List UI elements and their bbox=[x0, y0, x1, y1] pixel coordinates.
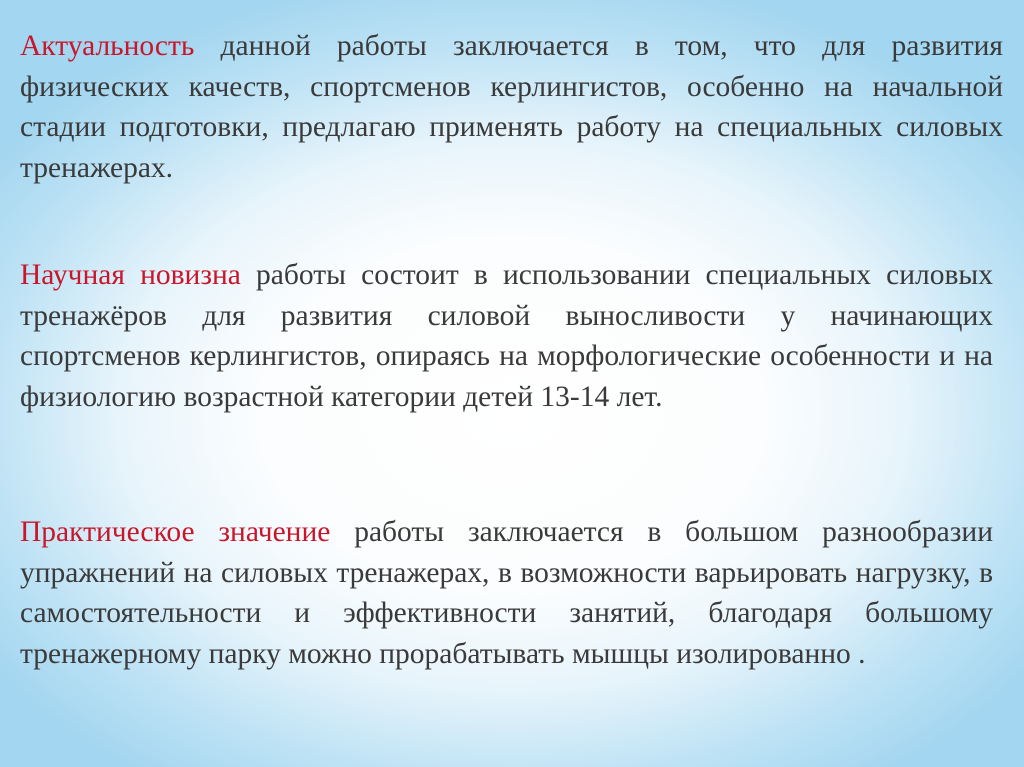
relevance-text: данной работы заключается в том, что для развития физических качеств, спортсменов керлингистов, особенно на начальной стадии подготовки, предлагаю применять работу на специальных силовых тренажерах. bbox=[20, 30, 1003, 184]
practical-significance-text: работы заключается в большом разнообразии упражнений на силовых тренажерах, в возможности варьировать нагрузку, в самостоятельности и эффективности занятий, благодаря большому тренажерному парку можно прорабатывать мышцы изолированно . bbox=[20, 516, 993, 670]
novelty-text: работы состоит в использовании специальных силовых тренажёров для развития силовой выносливости у начинающих спортсменов керлингистов, опираясь на морфологические особенности и на физиологию возрастной категории детей 13-14 лет. bbox=[20, 259, 993, 413]
practical-significance-paragraph bbox=[20, 512, 993, 674]
novelty-heading: Научная новизна bbox=[20, 259, 241, 291]
relevance-heading: Актуальность bbox=[20, 30, 195, 62]
practical-significance-heading: Практическое значение bbox=[20, 516, 331, 548]
relevance-paragraph bbox=[20, 26, 1003, 188]
novelty-paragraph bbox=[20, 255, 993, 417]
